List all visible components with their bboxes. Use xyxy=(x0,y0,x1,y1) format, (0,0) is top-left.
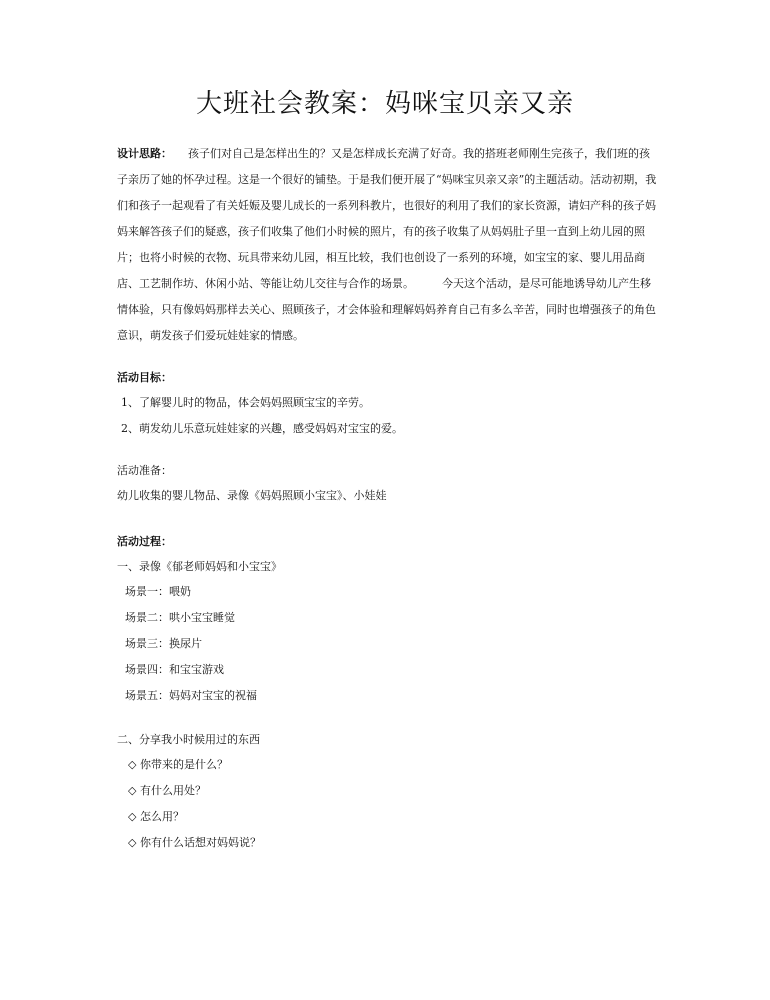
scene-item-3: 场景三：换尿片 xyxy=(125,637,202,650)
prep-label: 活动准备： xyxy=(117,464,172,477)
design-text-a: 孩子们对自己是怎样出生的？又是怎样成长充满了好奇。我的搭班老师刚生完孩子，我们班的孩子亲历了她的怀孕过程。这是一个很好的铺垫。于是我们便开展了“妈咪宝贝亲又亲”的主题活动。活动初期，我们和孩子一起观看了有关妊娠及婴儿成长的一系列科教片，也很好的利用了我们的家长资源，请妇产科的孩子妈妈来解答孩子们的疑惑，孩子们收集了他们小时候的照片，有的孩子收集了从妈妈肚子里一直到上幼儿园的照片；也将小时候的衣物、玩具带来幼儿园，相互比较，我们也创设了一系列的环境，如宝宝的家、婴儿用品商店、工艺制作坊、休闲小站、等能让幼儿交往与合作的场景。 xyxy=(117,147,657,290)
process-part-1: 一、录像《郁老师妈妈和小宝宝》 xyxy=(117,560,282,573)
goal-item-1: 1、了解婴儿时的物品，体会妈妈照顾宝宝的辛劳。 xyxy=(121,396,370,409)
scene-item-4: 场景四：和宝宝游戏 xyxy=(125,663,224,676)
prep-text: 幼儿收集的婴儿物品、录像《妈妈照顾小宝宝》、小娃娃 xyxy=(117,489,387,502)
process-part-2: 二、分享我小时候用过的东西 xyxy=(117,733,260,746)
question-item-4: ◇ 你有什么话想对妈妈说？ xyxy=(128,836,261,849)
question-item-1: ◇ 你带来的是什么？ xyxy=(128,758,228,771)
design-text-b: 今天这个活动，是尽可能地诱导幼儿产生移情体验，只有像妈妈那样去关心、照顾孩子，才会体验和理解妈妈养育自己有多么辛苦，同时也增强孩子的角色意识，萌发孩子们爱玩娃娃家的情感。 xyxy=(117,277,656,342)
question-item-2: ◇ 有什么用处？ xyxy=(128,784,206,797)
design-label: 设计思路： xyxy=(117,147,172,160)
scene-item-5: 场景五：妈妈对宝宝的祝福 xyxy=(125,689,257,702)
goal-item-2: 2、萌发幼儿乐意玩娃娃家的兴趣，感受妈妈对宝宝的爱。 xyxy=(121,422,403,435)
scene-item-1: 场景一：喂奶 xyxy=(125,585,191,598)
scene-item-2: 场景二：哄小宝宝睡觉 xyxy=(125,611,235,624)
question-item-3: ◇ 怎么用？ xyxy=(128,810,184,823)
design-paragraph xyxy=(117,141,657,349)
process-label: 活动过程： xyxy=(117,535,172,548)
document-title: 大班社会教案：妈咪宝贝亲又亲 xyxy=(195,89,574,119)
goals-label: 活动目标： xyxy=(117,371,172,384)
